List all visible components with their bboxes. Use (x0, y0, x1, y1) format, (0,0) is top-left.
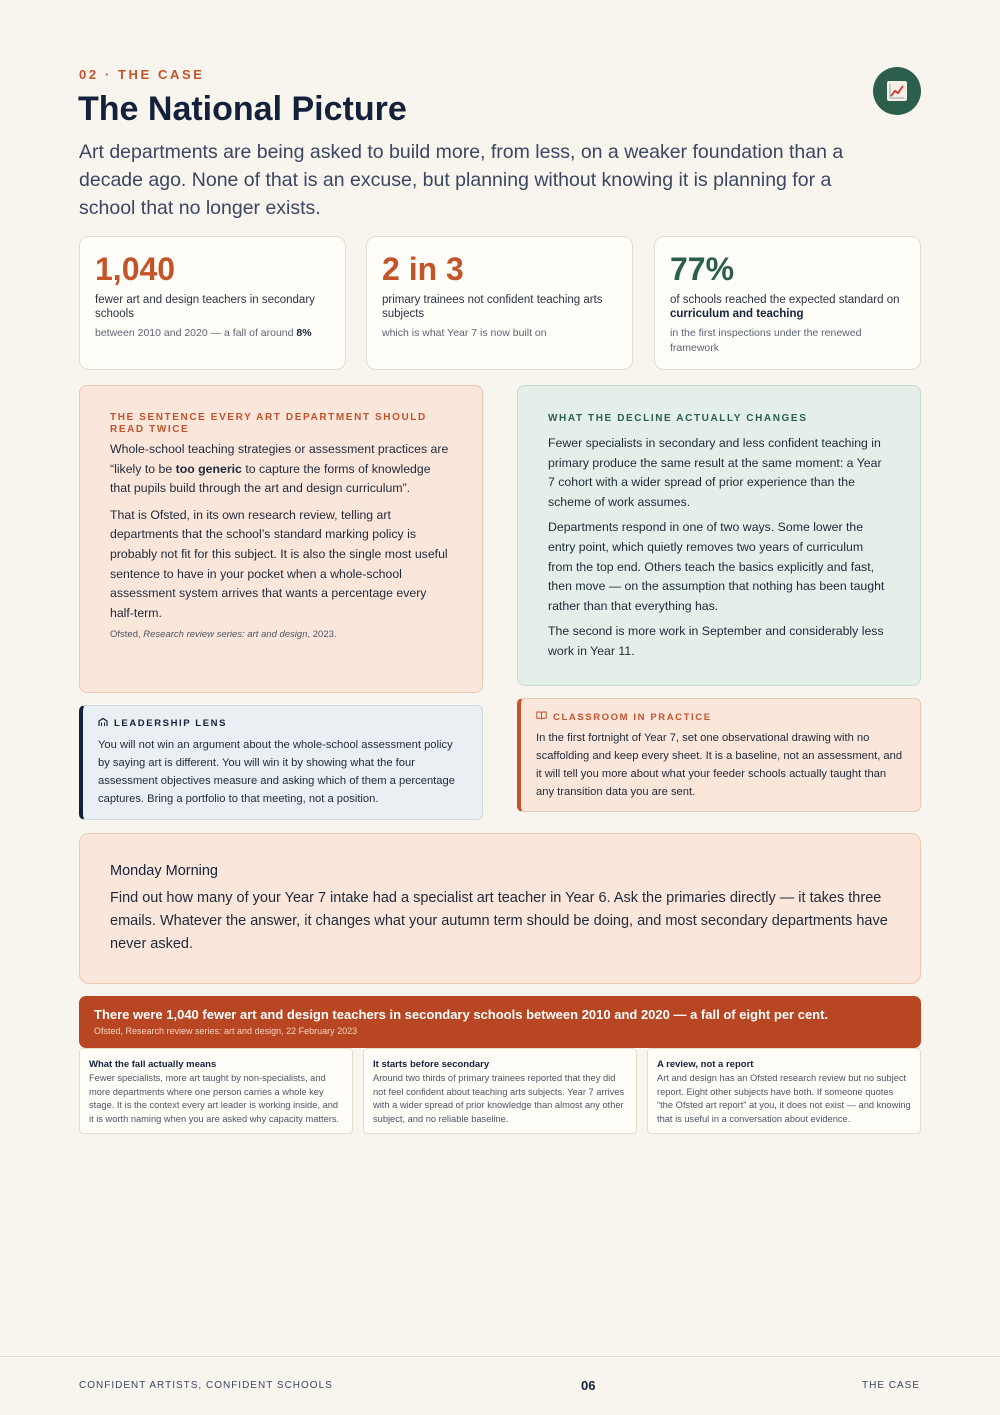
stat-note (95, 326, 330, 341)
quote-source (110, 629, 452, 640)
stat-number: 1,040 (95, 251, 176, 287)
mini-card-title: What the fall actually means (89, 1059, 217, 1070)
mini-card-primary (363, 1048, 637, 1134)
page-number: 06 (581, 1378, 596, 1393)
section-eyebrow: 02 · THE CASE (79, 67, 205, 82)
mini-card-review (647, 1048, 921, 1134)
stat-number: 2 in 3 (382, 251, 464, 287)
banner-headline: There were 1,040 fewer art and design teachers in secondary schools between 2010 and 2020 — a fall of eight per cent. (94, 1007, 829, 1022)
quote-text-end: to capture the forms of knowledge that pupils build through the art and design curriculum”. (110, 461, 431, 496)
mini-card-fall (79, 1048, 353, 1134)
lens-kicker-text: LEADERSHIP LENS (114, 718, 228, 729)
source-title: Research review series: art and design (143, 629, 308, 641)
banner-source: Ofsted, Research review series: art and design, 22 February 2023 (94, 1026, 358, 1036)
decline-paragraph: The second is more work in September and considerably less work in Year 11. (548, 624, 884, 658)
building-icon (98, 717, 108, 731)
stat-note: which is what Year 7 is now built on (382, 327, 547, 339)
practice-kicker-text: CLASSROOM IN PRACTICE (553, 711, 712, 723)
book-icon (536, 711, 547, 724)
footer-publication-title: CONFIDENT ARTISTS, CONFIDENT SCHOOLS (79, 1380, 333, 1391)
decline-paragraph: Departments respond in one of two ways. Some lower the entry point, which quietly removes two years of curriculum from the top end. Others teach the basics explicitly and fast, then move — on the assumption that nothing has been taught rather than that everything has. (548, 520, 885, 613)
stat-label: primary trainees not confident teaching arts subjects (382, 294, 603, 320)
quote-paragraph (110, 440, 452, 499)
footer-section-name: THE CASE (861, 1380, 920, 1391)
quote-kicker: THE SENTENCE EVERY ART DEPARTMENT SHOULD READ TWICE (110, 412, 427, 435)
stat-note-emphasis: 8% (296, 327, 312, 339)
decline-panel (517, 385, 921, 686)
classroom-practice-callout (517, 698, 921, 812)
decline-paragraph: Fewer specialists in secondary and less confident teaching in primary produce the same result at the same moment: a Year 7 cohort with a wider spread of prior experience than the scheme of work assumes. (548, 436, 882, 509)
stat-card-teachers (79, 236, 346, 370)
mini-card-text: Fewer specialists, more art taught by non-specialists, and more departments where one person carries a whole key stage. It is the context every art leader is working inside, and it is worth naming when you are asked why capacity matters. (89, 1073, 340, 1124)
lede-paragraph: Art departments are being asked to build more, from less, on a weaker foundation than a decade ago. None of that is an excuse, but planning without knowing it is planning for a school that no longer exists. (79, 141, 844, 219)
page-title: The National Picture (78, 90, 407, 128)
mini-card-title: It starts before secondary (373, 1059, 490, 1070)
monday-title: Monday Morning (110, 863, 218, 879)
stat-number: 77% (670, 251, 735, 287)
lens-kicker (98, 717, 467, 731)
mini-card-text: Around two thirds of primary trainees reported that they did not feel confident about teaching arts subjects. Year 7 arrives with a wider spread of prior knowledge than almost any other subject, and no reliable baseline. (373, 1073, 625, 1124)
stat-note-text: between 2010 and 2020 — a fall of around (95, 327, 297, 339)
quote-commentary: That is Ofsted, in its own research review, telling art departments that the school’s standard marking policy is probably not fit for this subject. It is also the single most useful sentence to have in your pocket when a whole-school assessment system arrives that wants a percentage every half-term. (110, 507, 448, 620)
chart-icon-graphic (886, 80, 908, 102)
key-fact-banner (79, 996, 921, 1048)
source-author: Ofsted, (110, 629, 144, 641)
lens-text: You will not win an argument about the whole-school assessment policy by saying art is different. You will win it by showing what the four assessment objectives measure and asking which of them a percentage captures. Bring a portfolio to that meeting, not a position. (98, 739, 455, 805)
stat-card-inspections (654, 236, 921, 370)
chart-icon (873, 67, 921, 115)
stat-label-emphasis: curriculum and teaching (670, 307, 804, 320)
practice-text: In the first fortnight of Year 7, set one observational drawing with no scaffolding and keep every sheet. It is a baseline, not an assessment, and it will tell you more about what your feeder schools actually taught than any transition data you are sent. (536, 732, 903, 798)
quote-emphasis: too generic (175, 461, 242, 476)
stat-note: in the first inspections under the renewed framework (670, 327, 862, 354)
quote-text: Whole-school teaching strategies or assessment practices are “likely to be (110, 442, 449, 476)
stat-card-trainees (366, 236, 633, 370)
footer-divider (0, 1356, 1000, 1357)
ofsted-quote-panel (79, 385, 483, 693)
monday-morning-panel (79, 833, 921, 984)
mini-card-text: Art and design has an Ofsted research review but no subject report. Eight other subjects have both. If someone quotes “the Ofsted art report” at you, it does not exist — and knowing that is useful in a conversation about evidence. (657, 1073, 911, 1124)
stat-label: fewer art and design teachers in secondary schools (95, 294, 315, 320)
decline-kicker: WHAT THE DECLINE ACTUALLY CHANGES (548, 413, 808, 424)
mini-card-title: A review, not a report (657, 1059, 754, 1070)
stat-label (670, 294, 905, 321)
source-year: , 2023. (307, 629, 337, 641)
monday-text: Find out how many of your Year 7 intake had a specialist art teacher in Year 6. Ask the primaries directly — it takes three emails. Whatever the answer, it changes what your autumn term should be doing, and most secondary departments have never asked. (110, 890, 888, 952)
stat-label-text: of schools reached the expected standard on (670, 294, 900, 306)
practice-kicker (536, 711, 905, 724)
leadership-lens-callout (79, 705, 483, 820)
